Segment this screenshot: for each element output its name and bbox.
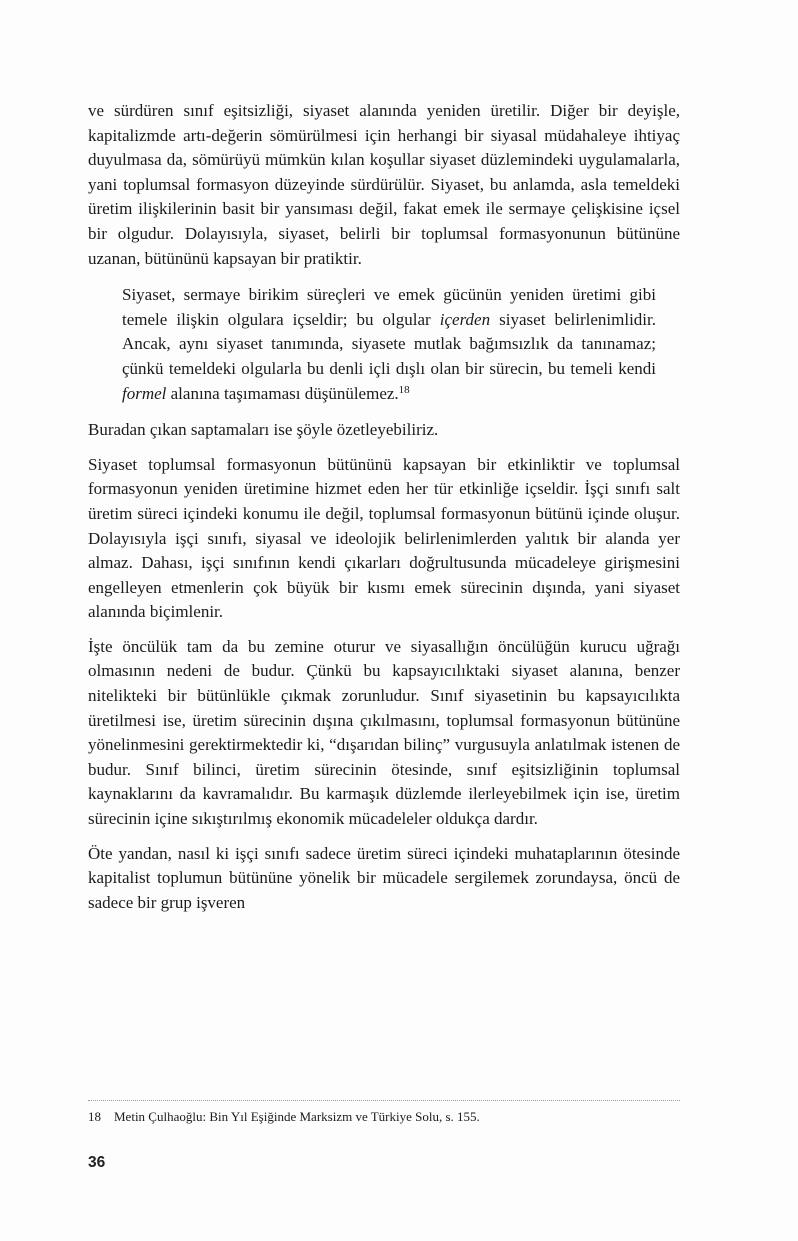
block-quote — [122, 283, 656, 406]
body-paragraph: Öte yandan, nasıl ki işçi sınıfı sadece üretim süreci içindeki muhataplarının ötesinde kapitalist toplumun bütününe yönelik bir mücadele sergilemek zorundaysa, öncü de sadece bir grup işveren — [88, 843, 680, 912]
quote-text-segment: Siyaset, sermaye birikim süreçleri ve emek gücünün yeniden üretimi gibi temele ilişkin olgulara içseldir; bu olgular — [122, 285, 656, 329]
body-paragraph: İşte öncülük tam da bu zemine oturur ve siyasallığın öncülüğün kurucu uğrağı olmasının nedeni de budur. Çünkü bu kapsayıcılıktaki siyaset alanına, benzer nitelikteki bir bütünlükle çıkmak zorunludur. Sınıf siyasetinin bu kapsayıcılıkta üretilmesi ise, üretim sürecinin dışına çıkılmasını, toplumsal formasyonun bütününe yönelinmesini gerektirmektedir ki, “dışarıdan bilinç” vurgusuyla anlatılmak istenen de budur. Sınıf bilinci, üretim sürecinin ötesinde, sınıf eşitsizliğinin toplumsal kaynaklarını da kavramalıdır. Bu karmaşık düzlemde ilerleyebilmek için ise, üretim sürecinin içine sıkıştırılmış ekonomik mücadeleler oldukça dardır. — [88, 636, 680, 829]
body-paragraph: ve sürdüren sınıf eşitsizliği, siyaset alanında yeniden üretilir. Diğer bir deyişle, kapitalizmde artı-değerin sömürülmesi için herhangi bir siyasal müdahaleye ihtiyaç duyulmasa da, sömürüyü mümkün kılan koşullar siyaset düzlemindeki uygulamalarla, yani toplumsal formasyon düzeyinde sürdürülür. Siyaset, bu anlamda, asla temeldeki üretim ilişkilerinin basit bir yansıması değil, fakat emek ile sermaye çelişkisine içsel bir olgudur. Dolayısıyla, siyaset, belirli bir toplumsal formasyonunun bütününe uzanan, bütününü kapsayan bir pratiktir. — [88, 101, 680, 268]
quote-text-segment: siyaset belirlenimlidir. Ancak, aynı siyaset tanımında, siyasete mutlak bağımsızlık da tanınamaz; çünkü temeldeki olgularla bu denli içli dışlı olan bir sürecin, bu temeli kendi — [122, 309, 656, 378]
quote-italic-term: formel — [122, 383, 167, 403]
quote-italic-term: içerden — [439, 309, 491, 329]
footnote-separator — [88, 1100, 680, 1101]
body-paragraph: Siyaset toplumsal formasyonun bütününü kapsayan bir etkinliktir ve toplumsal formasyonun yeniden üretimine hizmet eden her tür etkinliğe içseldir. İşçi sınıfı salt üretim süreci içindeki konumu ile değil, toplumsal formasyonun bütünü içinde oluşur. Dolayısıyla işçi sınıfı, siyasal ve ideolojik belirlenimlerden yalıtık bir alanda yer almaz. Dahası, işçi sınıfının kendi çıkarları doğrultusunda mücadeleye girişmesini engelleyen etmenlerin çok büyük bir kısmı emek sürecinin dışında, yani siyaset alanında biçimlenir. — [88, 454, 680, 622]
footnote-number: 18 — [88, 1109, 101, 1124]
page-number: 36 — [88, 1154, 106, 1171]
body-paragraph: Buradan çıkan saptamaları ise şöyle özetleyebiliriz. — [88, 420, 439, 440]
text-column — [88, 99, 680, 915]
footnote — [88, 1108, 680, 1125]
quote-text-segment: alanına taşımaması düşünülemez. — [166, 383, 399, 403]
footnote-reference: 18 — [398, 383, 410, 396]
footnote-area — [88, 1100, 680, 1125]
footnote-text: Metin Çulhaoğlu: Bin Yıl Eşiğinde Marksizm ve Türkiye Solu, s. 155. — [114, 1109, 480, 1124]
